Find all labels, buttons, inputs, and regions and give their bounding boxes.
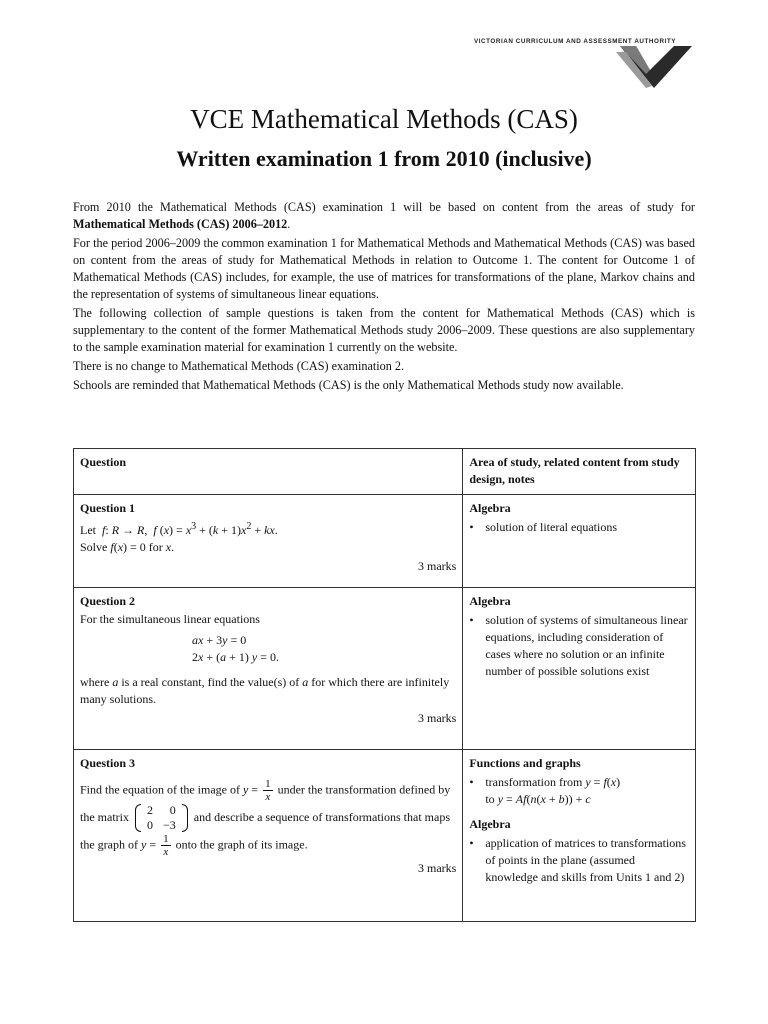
- intro-text: [73, 199, 695, 396]
- fraction-one-over-x: $\frac{1}{x}$: [265, 778, 271, 803]
- question-1-function-definition: Let f: R → R, f $(x) = x^3 + (k + 1)x^2$ + kx.: [80, 521, 278, 537]
- question-3-note-transformation: • transformation from y = f(x) to y = Af(n(x + b)) + c: [469, 774, 689, 808]
- table-row: [74, 588, 696, 750]
- question-3-note-matrices: • application of matrices to transformations of points in the plane (assumed knowledge and skills from Units 1 and 2): [469, 835, 689, 886]
- intro-paragraph-5: Schools are reminded that Mathematical Methods (CAS) is the only Mathematical Methods study now available.: [73, 378, 624, 392]
- question-3-title: Question 3: [80, 756, 136, 770]
- question-3-body: Find the equation of the image of y = $\frac{1}{x}$ under the transformation defined by the matrix 2 0 0 −3 and describe a sequence of transformations that maps the graph of y = $\frac{1}{x}$ onto the graph of its image.: [80, 778, 451, 858]
- intro-paragraph-2: For the period 2006–2009 the common examination 1 for Mathematical Methods and Mathematical Methods (CAS) was based on content from the areas of study for Mathematical Methods in relation to Outcome 1. The content for Outcome 1 of Mathematical Methods (CAS) includes, for example, the use of matrices for transformations of the plane, Markov chains and the representation of systems of simultaneous linear equations.: [73, 236, 695, 301]
- table-header-row: [74, 449, 696, 495]
- vcaa-tick-logo-icon: [616, 44, 694, 90]
- intro-paragraph-1: From 2010 the Mathematical Methods (CAS) examination 1 will be based on content from the areas of study for Mathematical Methods (CAS) 2006–2012.: [73, 200, 695, 231]
- table-row: [74, 750, 696, 922]
- question-2-marks: 3 marks: [418, 711, 457, 725]
- question-3-area-algebra: Algebra: [469, 817, 511, 831]
- table-row: [74, 495, 696, 588]
- question-2-note: • solution of systems of simultaneous linear equations, including consideration of cases where no solution or an infinite number of possible solutions exist: [469, 612, 689, 680]
- question-1-note: • solution of literal equations: [469, 519, 689, 536]
- question-1-title: Question 1: [80, 501, 136, 515]
- question-3-marks: 3 marks: [418, 861, 457, 875]
- questions-table: [73, 448, 696, 922]
- question-2-equation-1: ax + 3y = 0: [192, 633, 247, 647]
- header-question: Question: [74, 449, 463, 495]
- question-1-solve: Solve f(x) = 0 for x.: [80, 540, 175, 554]
- question-2-title: Question 2: [80, 594, 136, 608]
- fraction-one-over-x: $\frac{1}{x}$: [163, 833, 169, 858]
- question-2-equation-2: 2x + (a + 1) y = 0.: [192, 650, 279, 664]
- document-subtitle: Written examination 1 from 2010 (inclusive): [176, 146, 592, 171]
- question-2-body: where a is a real constant, find the value(s) of a for which there are infinitely many solutions.: [80, 675, 450, 706]
- header-area-of-study: Area of study, related content from study design, notes: [463, 449, 696, 495]
- question-2-area: Algebra: [469, 594, 511, 608]
- question-1-marks: 3 marks: [418, 559, 457, 573]
- question-2-intro: For the simultaneous linear equations: [80, 612, 260, 626]
- intro-paragraph-4: There is no change to Mathematical Methods (CAS) examination 2.: [73, 359, 405, 373]
- organization-name: VICTORIAN CURRICULUM AND ASSESSMENT AUTHORITY: [474, 38, 676, 45]
- intro-paragraph-3: The following collection of sample questions is taken from the content for Mathematical Methods (CAS) which is supplementary to the content of the former Mathematical Methods study 2006–2009. These questions are also supplementary to the sample examination material for examination 1 currently on the website.: [73, 306, 695, 354]
- question-3-area-functions: Functions and graphs: [469, 756, 581, 770]
- document-title: VCE Mathematical Methods (CAS): [190, 104, 578, 134]
- transformation-matrix: 2 0 0 −3: [134, 803, 189, 833]
- question-1-area: Algebra: [469, 501, 511, 515]
